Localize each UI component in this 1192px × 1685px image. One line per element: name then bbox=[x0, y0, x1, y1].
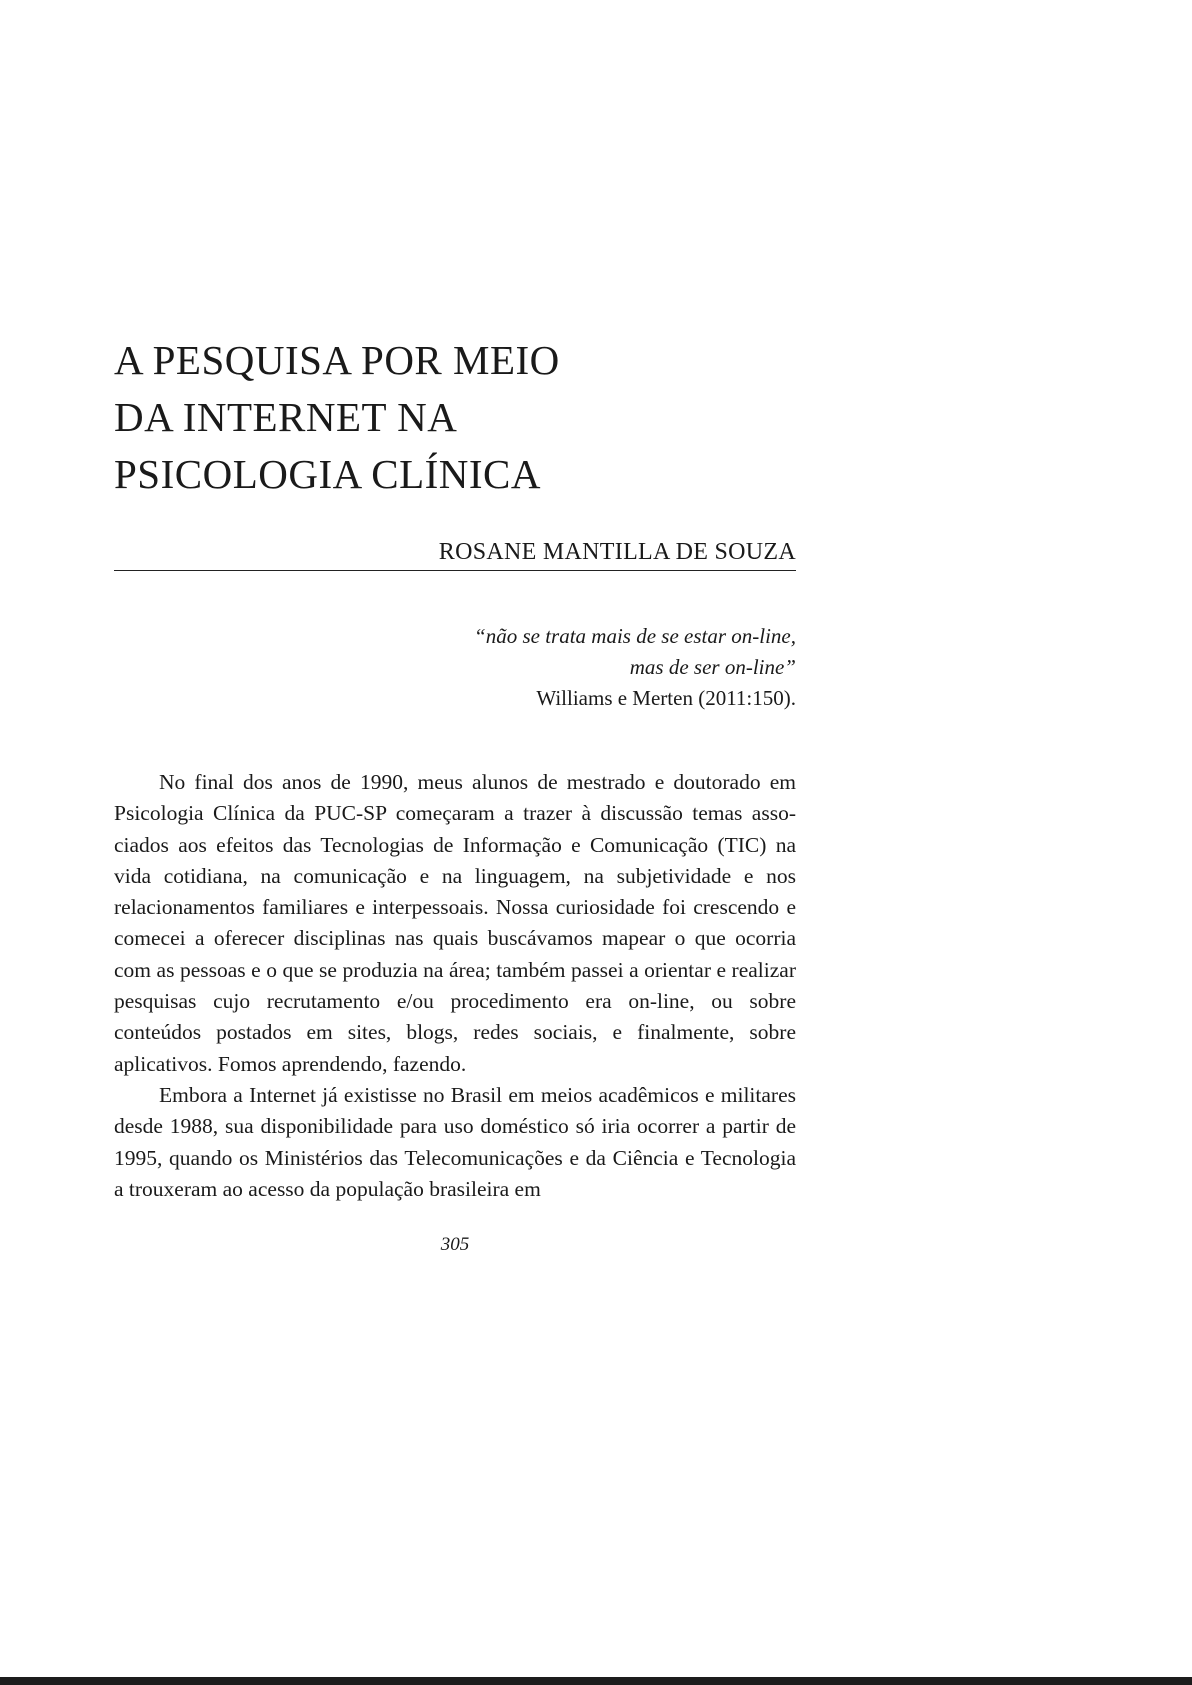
chapter-title-line-1: A PESQUISA POR MEIO bbox=[114, 337, 560, 383]
epigraph bbox=[300, 621, 796, 714]
chapter-title bbox=[114, 332, 814, 503]
epigraph-quote-line-2: mas de ser on-line” bbox=[629, 655, 796, 679]
epigraph-source: Williams e Merten (2011:150). bbox=[536, 686, 796, 710]
epigraph-quote-line-1: “não se trata mais de se estar on-line, bbox=[474, 624, 796, 648]
title-divider bbox=[114, 570, 796, 571]
body-text bbox=[114, 767, 796, 1205]
chapter-title-line-3: PSICOLOGIA CLÍNICA bbox=[114, 451, 541, 497]
paragraph-1: No final dos anos de 1990, meus alunos de mestrado e doutorado em Psicologia Clínica da PUC-SP começaram a trazer à discussão temas associados aos efeitos das Tecnologias de Informação e Comunicação (TIC) na vida cotidiana, na comunicação e na linguagem, na subjetividade e nos relacionamentos familiares e interpessoais. Nossa curiosidade foi crescendo e comecei a oferecer disciplinas nas quais buscávamos mapear o que ocorria com as pessoas e o que se produzia na área; também passei a orientar e realizar pesquisas cujo recrutamento e/ou procedimento era on-line, ou sobre conteúdos postados em sites, blogs, redes sociais, e finalmente, sobre aplicativos. Fomos aprendendo, fazendo. bbox=[114, 770, 796, 1076]
paragraph-2: Embora a Internet já existisse no Brasil em meios acadêmicos e militares desde 1988, sua disponibilidade para uso doméstico só iria ocorrer a partir de 1995, quando os Ministérios das Telecomunicações e da Ciência e Tecnologia a trouxeram ao acesso da população brasileira em bbox=[114, 1082, 796, 1201]
chapter-author: ROSANE MANTILLA DE SOUZA bbox=[438, 539, 796, 565]
page-number: 305 bbox=[440, 1234, 470, 1255]
scan-edge-bar bbox=[0, 1677, 1192, 1685]
chapter-title-line-2: DA INTERNET NA bbox=[114, 394, 458, 440]
